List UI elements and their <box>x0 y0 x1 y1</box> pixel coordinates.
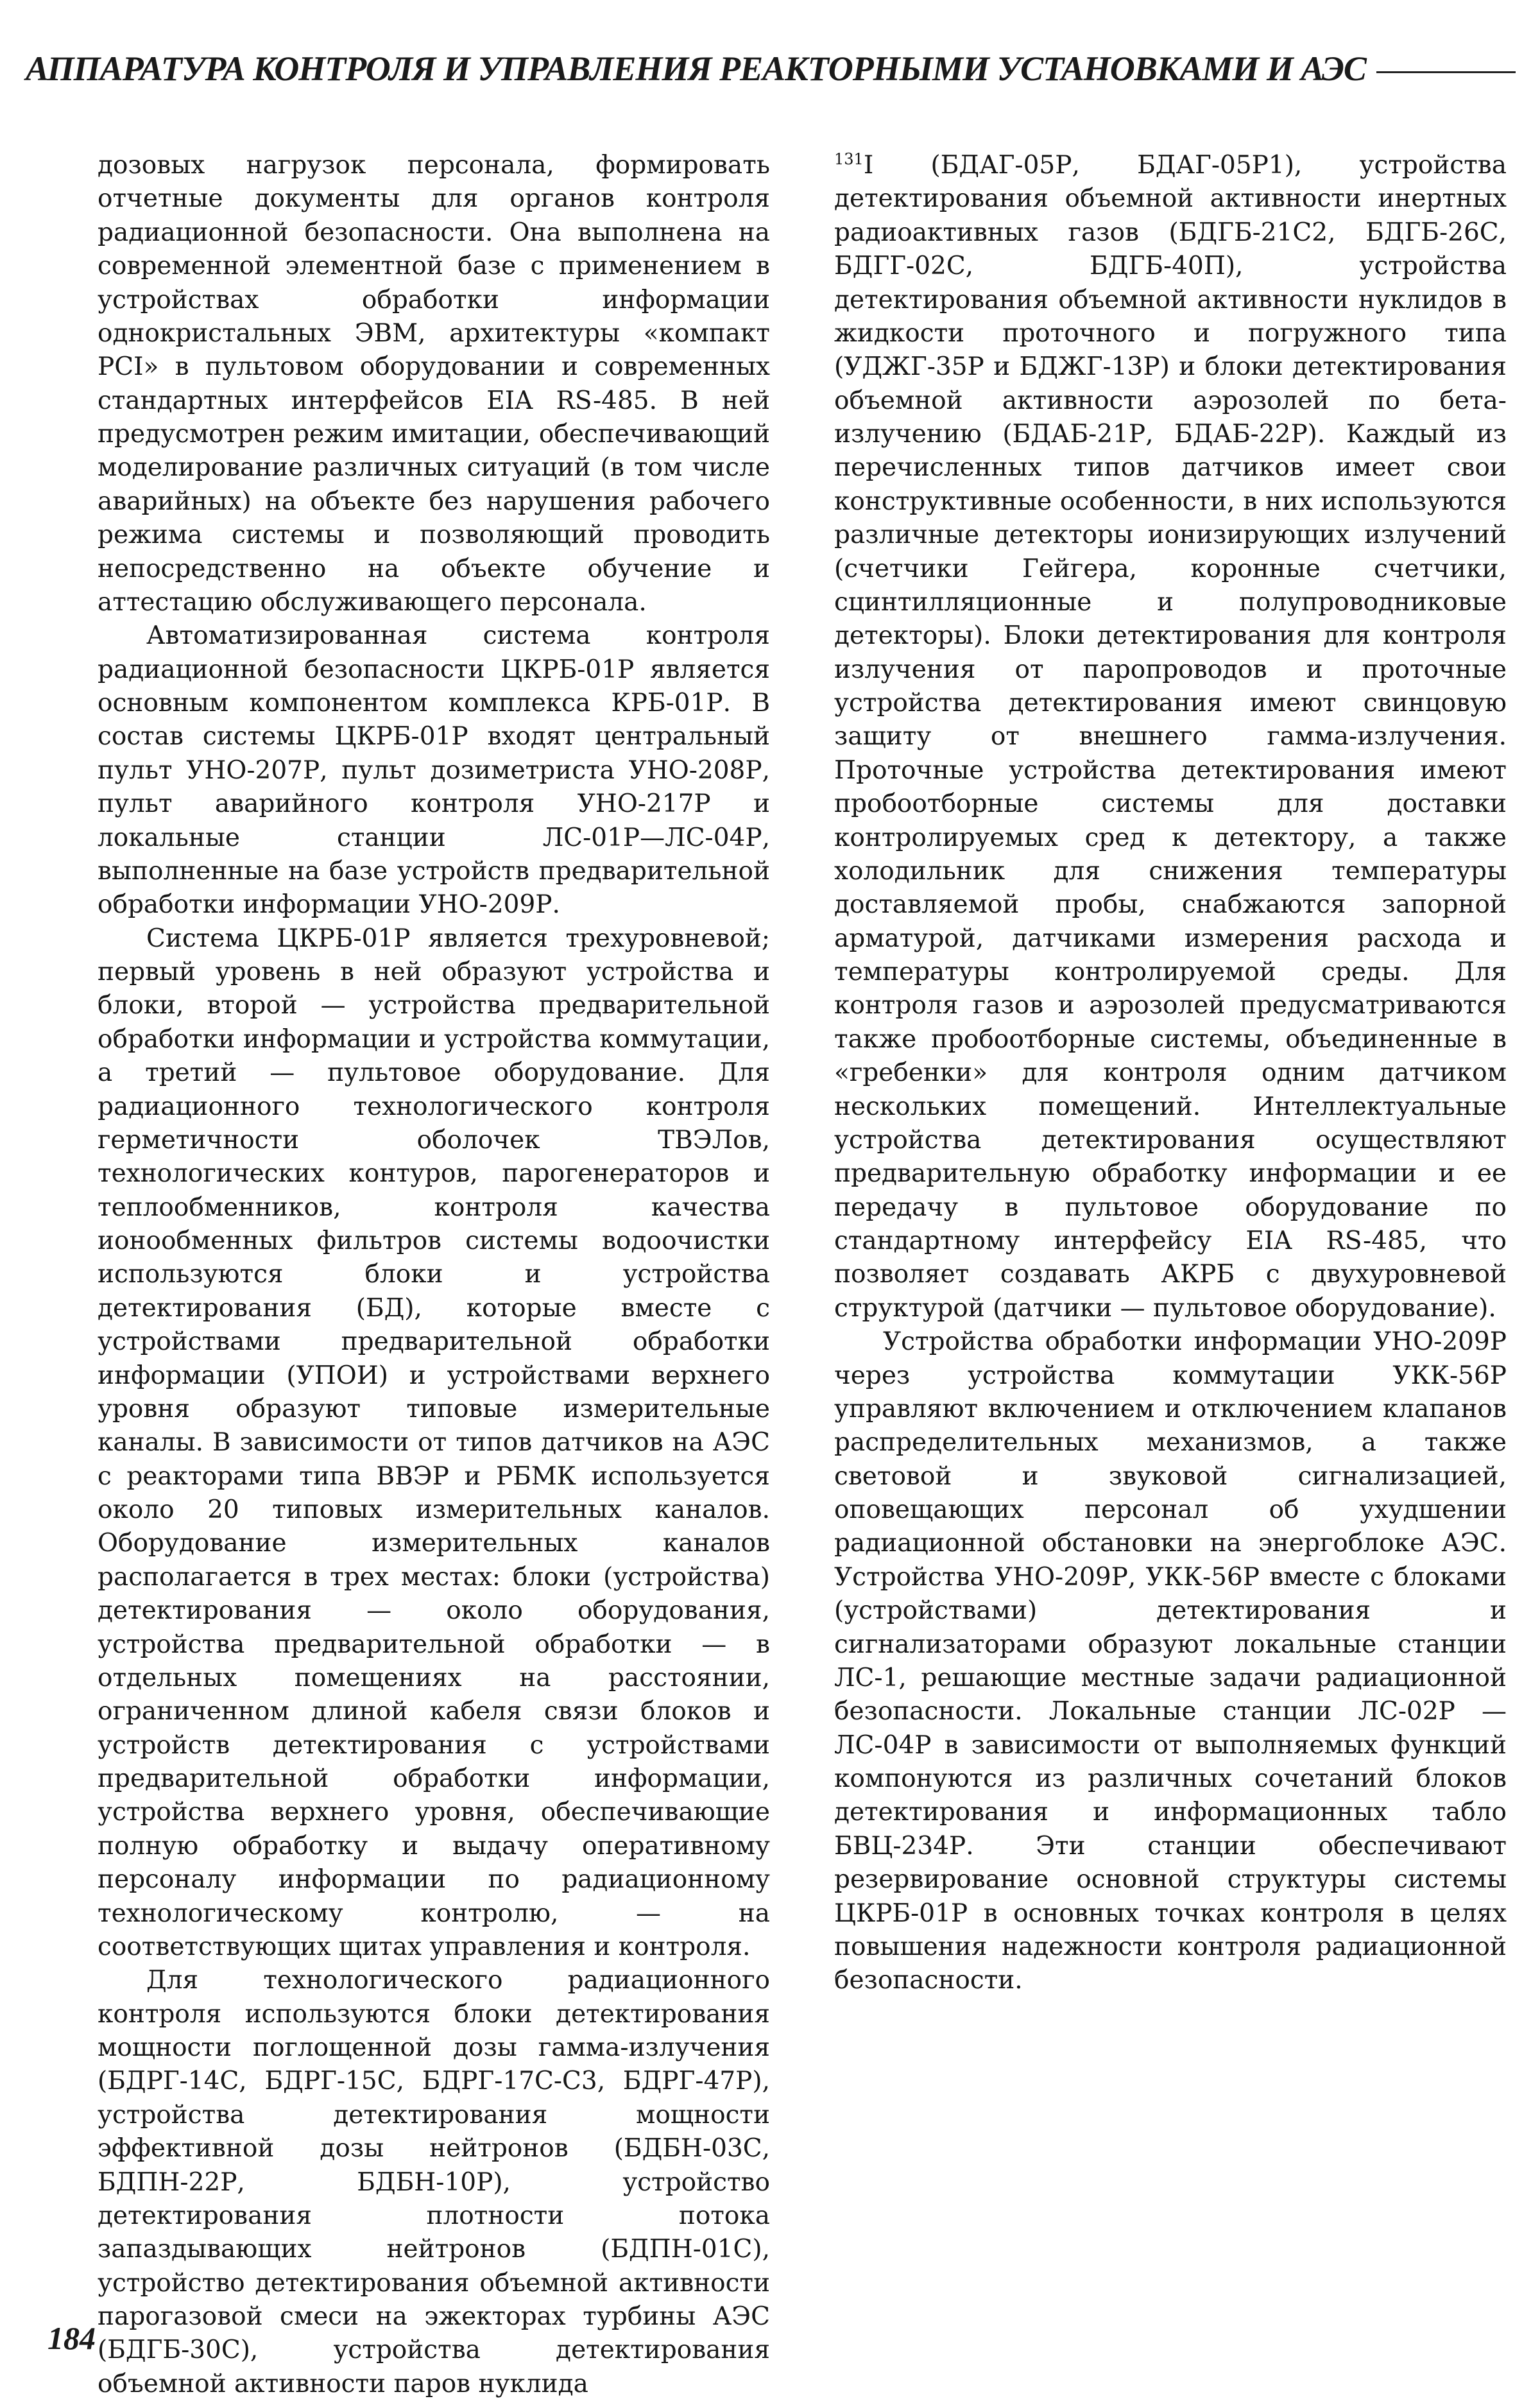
paragraph-ckrb-system: Автоматизированная система контроля радиационной безопасности ЦКРБ-01Р является основным компонентом комплекса КРБ-01Р. В состав системы ЦКРБ-01Р входят центральный пульт УНО-207Р, пульт дозиметриста УНО-208Р, пульт аварийного контроля УНО-217Р и локальные станции ЛС-01Р—ЛС-04Р, выполненные на базе устройств предварительной обработки информации УНО-209Р. <box>98 621 770 920</box>
paragraph-three-level-system: Система ЦКРБ-01Р является трехуровневой; первый уровень в ней образуют устройства и блоки, второй — устройства предварительной обработки информации и устройства коммутации, а третий — пультовое оборудование. Для радиационного технологического контроля герметичности оболочек ТВЭЛов, технологических контуров, парогенераторов и теплообменников, контроля качества ионообменных фильтров системы водоочистки используются блоки и устройства детектирования (БД), которые вместе с устройствами предварительной обработки информации (УПОИ) и устройствами верхнего уровня образуют типовые измерительные каналы. В зависимости от типов датчиков на АЭС с реакторами типа ВВЭР и РБМК используется около 20 типовых измерительных каналов. Оборудование измерительных каналов располагается в трех местах: блоки (устройства) детектирования — около оборудования, устройства предварительной обработки — в отдельных помещениях на расстоянии, ограниченном длиной кабеля связи блоков и устройств детектирования с устройствами предварительной обработки информации, устройства верхнего уровня, обеспечивающие полную обработку и выдачу оперативному персоналу информации по радиационному технологическому контролю, — на соответствующих щитах управления и контроля. <box>98 924 770 1961</box>
isotope-mass-number: 131 <box>834 150 864 168</box>
header-rule <box>1376 71 1516 73</box>
left-column <box>98 149 770 2401</box>
running-header <box>26 40 1516 98</box>
right-column <box>834 149 1507 1998</box>
isotope-symbol: I <box>863 151 874 180</box>
paragraph-continuation-text: (БДАГ-05Р, БДАГ-05Р1), устройства детектирования объемной активности инертных радиоактивных газов (БДГБ-21С2, БДГБ-26С, БДГГ-02С, БДГБ-40П), устройства детектирования объемной активности нуклидов в жидкости проточного и погружного типа (УДЖГ-35Р и БДЖГ-13Р) и блоки детектирования объемной активности аэрозолей по бета-излучению (БДАБ-21Р, БДАБ-22Р). Каждый из перечисленных типов датчиков имеет свои конструктивные особенности, в них используются различные детекторы ионизирующих излучений (счетчики Гейгера, коронные счетчики, сцинтилляционные и полупроводниковые детекторы). Блоки детектирования для контроля излучения от паропроводов и проточные устройства детектирования имеют свинцовую защиту от внешнего гамма-излучения. Проточные устройства детектирования имеют пробоотборные системы для доставки контролируемых сред к детектору, а также холодильник для снижения температуры доставляемой пробы, снабжаются запорной арматурой, датчиками измерения расхода и температуры контролируемой среды. Для контроля газов и аэрозолей предусматриваются также пробоотборные системы, объединенные в «гребенки» для контроля одним датчиком нескольких помещений. Интеллектуальные устройства детектирования осуществляют предварительную обработку информации и ее передачу в пультовое оборудование по стандартному интерфейсу EIA RS-485, что позволяет создавать АКРБ с двухуровневой структурой (датчики — пультовое оборудование). <box>834 151 1507 1323</box>
page-number: 184 <box>47 2320 96 2356</box>
running-header-title: АППАРАТУРА КОНТРОЛЯ И УПРАВЛЕНИЯ РЕАКТОРНЫМИ УСТАНОВКАМИ И АЭС <box>26 49 1366 88</box>
paragraph-detection-units-continued <box>834 149 1507 1325</box>
paragraph-detection-units: Для технологического радиационного контроля используются блоки детектирования мощности поглощенной дозы гамма-излучения (БДРГ-14С, БДРГ-15С, БДРГ-17С-С3, БДРГ-47Р), устройства детектирования мощности эффективной дозы нейтронов (БДБН-03С, БДПН-22Р, БДБН-10Р), устройство детектирования плотности потока запаздывающих нейтронов (БДПН-01С), устройство детектирования объемной активности парогазовой смеси на эжекторах турбины АЭС (БДГБ-30С), устройства детектирования объемной активности паров нуклида <box>98 1966 770 2398</box>
paragraph-processing-devices: Устройства обработки информации УНО-209Р через устройства коммутации УКК-56Р управляют включением и отключением клапанов распределительных механизмов, а также световой и звуковой сигнализацией, оповещающих персонал об ухудшении радиационной обстановки на энергоблоке АЭС. Устройства УНО-209Р, УКК-56Р вместе с блоками (устройствами) детектирования и сигнализаторами образуют локальные станции ЛС-1, решающие местные задачи радиационной безопасности. Локальные станции ЛС-02Р — ЛС-04Р в зависимости от выполняемых функций компонуются из различных сочетаний блоков детектирования и информационных табло БВЦ-234Р. Эти станции обеспечивают резервирование основной структуры системы ЦКРБ-01Р в основных точках контроля в целях повышения надежности контроля радиационной безопасности. <box>834 1327 1507 1995</box>
paragraph-continued: дозовых нагрузок персонала, формировать отчетные документы для органов контроля радиационной безопасности. Она выполнена на современной элементной базе с применением в устройствах обработки информации однокристальных ЭВМ, архитектуры «компакт PCI» в пультовом оборудовании и современных стандартных интерфейсов EIA RS-485. В ней предусмотрен режим имитации, обеспечивающий моделирование различных ситуаций (в том числе аварийных) на объекте без нарушения рабочего режима системы и позволяющий проводить непосредственно на объекте обучение и аттестацию обслуживающего персонала. <box>98 151 770 617</box>
